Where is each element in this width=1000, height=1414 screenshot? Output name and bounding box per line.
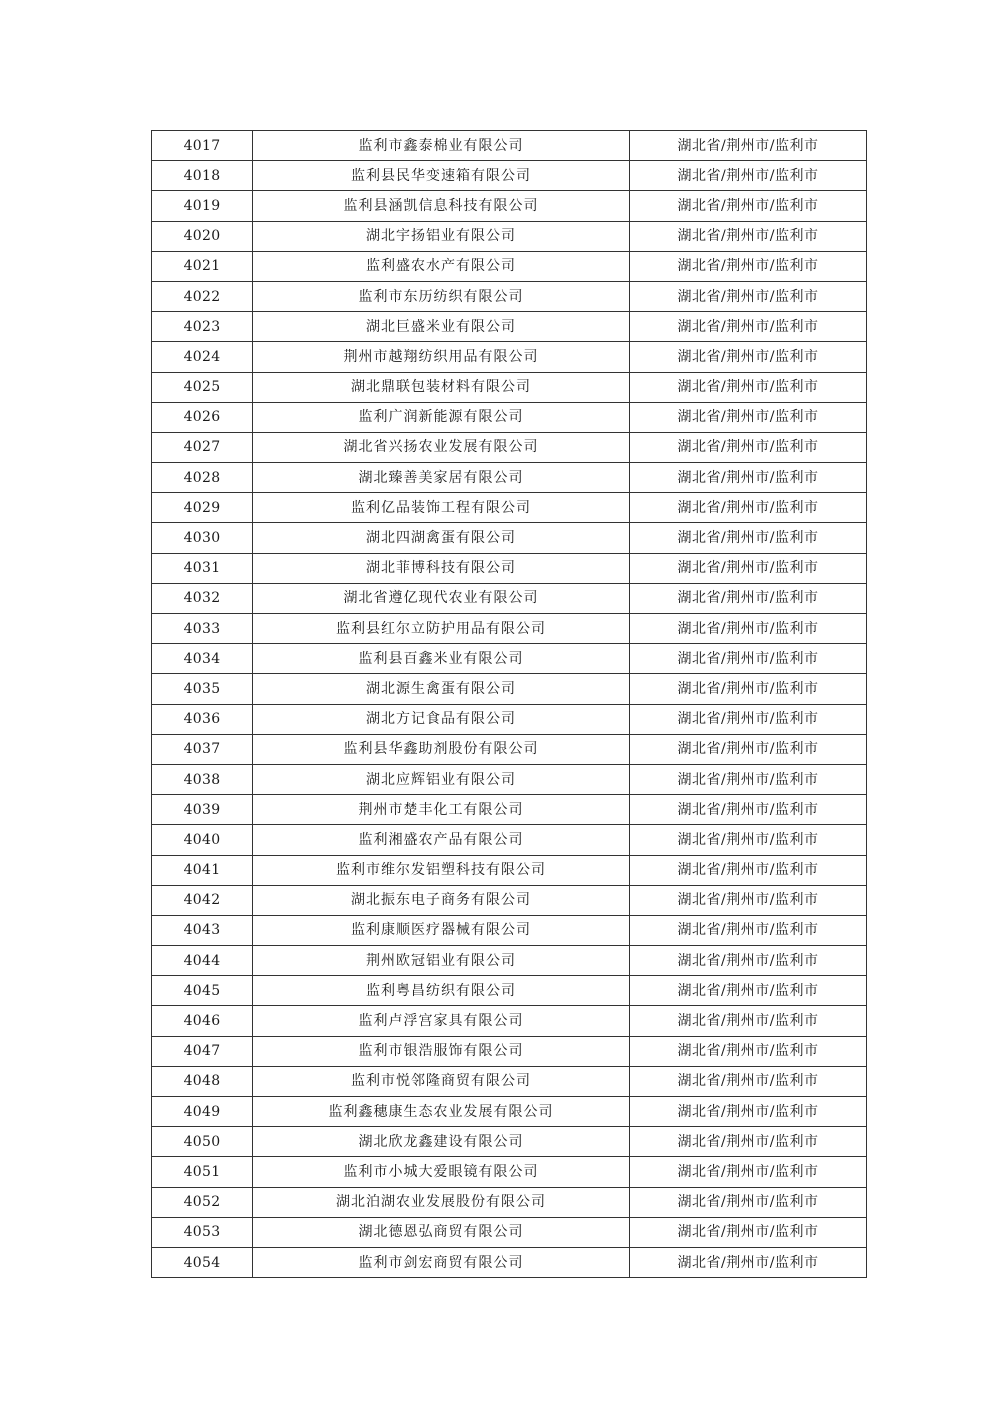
region-path: 湖北省/荆州市/监利市 xyxy=(630,1066,867,1096)
table-row xyxy=(152,1066,867,1096)
row-number: 4021 xyxy=(152,251,253,281)
row-number: 4026 xyxy=(152,402,253,432)
company-name: 监利鑫穗康生态农业发展有限公司 xyxy=(253,1097,630,1127)
region-path: 湖北省/荆州市/监利市 xyxy=(630,825,867,855)
company-name: 荆州欧冠铝业有限公司 xyxy=(253,946,630,976)
company-name: 湖北四湖禽蛋有限公司 xyxy=(253,523,630,553)
company-name: 湖北巨盛米业有限公司 xyxy=(253,312,630,342)
company-name: 湖北菲博科技有限公司 xyxy=(253,553,630,583)
region-path: 湖北省/荆州市/监利市 xyxy=(630,704,867,734)
company-name: 监利县百鑫米业有限公司 xyxy=(253,644,630,674)
table-row xyxy=(152,1127,867,1157)
row-number: 4028 xyxy=(152,463,253,493)
table-row xyxy=(152,1006,867,1036)
row-number: 4042 xyxy=(152,885,253,915)
region-path: 湖北省/荆州市/监利市 xyxy=(630,976,867,1006)
table-row xyxy=(152,523,867,553)
region-path: 湖北省/荆州市/监利市 xyxy=(630,734,867,764)
company-name: 监利湘盛农产品有限公司 xyxy=(253,825,630,855)
company-name: 湖北泊湖农业发展股份有限公司 xyxy=(253,1187,630,1217)
table-row xyxy=(152,825,867,855)
row-number: 4052 xyxy=(152,1187,253,1217)
table-row xyxy=(152,674,867,704)
company-name: 湖北宇扬铝业有限公司 xyxy=(253,221,630,251)
row-number: 4018 xyxy=(152,161,253,191)
region-path: 湖北省/荆州市/监利市 xyxy=(630,342,867,372)
table-row xyxy=(152,463,867,493)
table-row xyxy=(152,795,867,825)
company-name: 监利县涵凯信息科技有限公司 xyxy=(253,191,630,221)
table-row xyxy=(152,644,867,674)
region-path: 湖北省/荆州市/监利市 xyxy=(630,764,867,794)
region-path: 湖北省/荆州市/监利市 xyxy=(630,402,867,432)
table-row xyxy=(152,432,867,462)
company-name: 湖北省遵亿现代农业有限公司 xyxy=(253,583,630,613)
region-path: 湖北省/荆州市/监利市 xyxy=(630,614,867,644)
table-row xyxy=(152,372,867,402)
table-row xyxy=(152,915,867,945)
table-row xyxy=(152,885,867,915)
table-row xyxy=(152,191,867,221)
row-number: 4054 xyxy=(152,1247,253,1277)
company-name: 监利盛农水产有限公司 xyxy=(253,251,630,281)
region-path: 湖北省/荆州市/监利市 xyxy=(630,1187,867,1217)
row-number: 4041 xyxy=(152,855,253,885)
row-number: 4025 xyxy=(152,372,253,402)
region-path: 湖北省/荆州市/监利市 xyxy=(630,1127,867,1157)
table-row xyxy=(152,161,867,191)
row-number: 4037 xyxy=(152,734,253,764)
region-path: 湖北省/荆州市/监利市 xyxy=(630,1217,867,1247)
table-row xyxy=(152,614,867,644)
row-number: 4033 xyxy=(152,614,253,644)
region-path: 湖北省/荆州市/监利市 xyxy=(630,1157,867,1187)
row-number: 4050 xyxy=(152,1127,253,1157)
row-number: 4029 xyxy=(152,493,253,523)
row-number: 4022 xyxy=(152,281,253,311)
row-number: 4040 xyxy=(152,825,253,855)
company-name: 监利康顺医疗器械有限公司 xyxy=(253,915,630,945)
row-number: 4027 xyxy=(152,432,253,462)
company-name: 湖北臻善美家居有限公司 xyxy=(253,463,630,493)
company-name: 监利粤昌纺织有限公司 xyxy=(253,976,630,1006)
row-number: 4047 xyxy=(152,1036,253,1066)
region-path: 湖北省/荆州市/监利市 xyxy=(630,1247,867,1277)
company-name: 湖北欣龙鑫建设有限公司 xyxy=(253,1127,630,1157)
table-row xyxy=(152,976,867,1006)
table-row xyxy=(152,131,867,161)
table-row xyxy=(152,1217,867,1247)
company-name: 监利亿品装饰工程有限公司 xyxy=(253,493,630,523)
company-name: 湖北源生禽蛋有限公司 xyxy=(253,674,630,704)
company-name: 监利市维尔发铝塑科技有限公司 xyxy=(253,855,630,885)
company-name: 监利市鑫泰棉业有限公司 xyxy=(253,131,630,161)
row-number: 4051 xyxy=(152,1157,253,1187)
table-row xyxy=(152,855,867,885)
region-path: 湖北省/荆州市/监利市 xyxy=(630,312,867,342)
row-number: 4024 xyxy=(152,342,253,372)
region-path: 湖北省/荆州市/监利市 xyxy=(630,915,867,945)
row-number: 4031 xyxy=(152,553,253,583)
row-number: 4048 xyxy=(152,1066,253,1096)
company-name: 监利市剑宏商贸有限公司 xyxy=(253,1247,630,1277)
table-row xyxy=(152,704,867,734)
row-number: 4035 xyxy=(152,674,253,704)
region-path: 湖北省/荆州市/监利市 xyxy=(630,131,867,161)
region-path: 湖北省/荆州市/监利市 xyxy=(630,1097,867,1127)
company-name: 湖北德恩弘商贸有限公司 xyxy=(253,1217,630,1247)
table-row xyxy=(152,221,867,251)
company-name: 湖北鼎联包装材料有限公司 xyxy=(253,372,630,402)
company-name: 湖北方记食品有限公司 xyxy=(253,704,630,734)
region-path: 湖北省/荆州市/监利市 xyxy=(630,644,867,674)
row-number: 4039 xyxy=(152,795,253,825)
table-row xyxy=(152,734,867,764)
region-path: 湖北省/荆州市/监利市 xyxy=(630,493,867,523)
row-number: 4020 xyxy=(152,221,253,251)
company-name: 监利县红尔立防护用品有限公司 xyxy=(253,614,630,644)
company-name: 监利县民华变速箱有限公司 xyxy=(253,161,630,191)
region-path: 湖北省/荆州市/监利市 xyxy=(630,161,867,191)
row-number: 4053 xyxy=(152,1217,253,1247)
row-number: 4049 xyxy=(152,1097,253,1127)
row-number: 4043 xyxy=(152,915,253,945)
row-number: 4034 xyxy=(152,644,253,674)
region-path: 湖北省/荆州市/监利市 xyxy=(630,795,867,825)
table-row xyxy=(152,312,867,342)
table-row xyxy=(152,493,867,523)
row-number: 4038 xyxy=(152,764,253,794)
region-path: 湖北省/荆州市/监利市 xyxy=(630,946,867,976)
row-number: 4017 xyxy=(152,131,253,161)
row-number: 4044 xyxy=(152,946,253,976)
region-path: 湖北省/荆州市/监利市 xyxy=(630,251,867,281)
region-path: 湖北省/荆州市/监利市 xyxy=(630,432,867,462)
region-path: 湖北省/荆州市/监利市 xyxy=(630,885,867,915)
region-path: 湖北省/荆州市/监利市 xyxy=(630,553,867,583)
region-path: 湖北省/荆州市/监利市 xyxy=(630,191,867,221)
region-path: 湖北省/荆州市/监利市 xyxy=(630,221,867,251)
company-list-table xyxy=(151,130,867,1278)
company-name: 湖北振东电子商务有限公司 xyxy=(253,885,630,915)
table-row xyxy=(152,764,867,794)
row-number: 4030 xyxy=(152,523,253,553)
company-name: 监利县华鑫助剂股份有限公司 xyxy=(253,734,630,764)
table-row xyxy=(152,251,867,281)
region-path: 湖北省/荆州市/监利市 xyxy=(630,372,867,402)
table-row xyxy=(152,1157,867,1187)
row-number: 4045 xyxy=(152,976,253,1006)
table-body xyxy=(152,131,867,1278)
region-path: 湖北省/荆州市/监利市 xyxy=(630,1036,867,1066)
table-row xyxy=(152,553,867,583)
company-name: 湖北省兴扬农业发展有限公司 xyxy=(253,432,630,462)
company-name: 监利市东历纺织有限公司 xyxy=(253,281,630,311)
table-row xyxy=(152,342,867,372)
table-row xyxy=(152,402,867,432)
region-path: 湖北省/荆州市/监利市 xyxy=(630,523,867,553)
row-number: 4046 xyxy=(152,1006,253,1036)
region-path: 湖北省/荆州市/监利市 xyxy=(630,583,867,613)
row-number: 4019 xyxy=(152,191,253,221)
table-row xyxy=(152,1187,867,1217)
row-number: 4023 xyxy=(152,312,253,342)
table-row xyxy=(152,1036,867,1066)
row-number: 4036 xyxy=(152,704,253,734)
company-name: 监利卢浮宫家具有限公司 xyxy=(253,1006,630,1036)
table-row xyxy=(152,1247,867,1277)
company-name: 监利市小城大爱眼镜有限公司 xyxy=(253,1157,630,1187)
region-path: 湖北省/荆州市/监利市 xyxy=(630,674,867,704)
region-path: 湖北省/荆州市/监利市 xyxy=(630,281,867,311)
company-name: 监利市银浩服饰有限公司 xyxy=(253,1036,630,1066)
company-name: 监利广润新能源有限公司 xyxy=(253,402,630,432)
region-path: 湖北省/荆州市/监利市 xyxy=(630,1006,867,1036)
company-name: 荆州市越翔纺织用品有限公司 xyxy=(253,342,630,372)
company-name: 荆州市楚丰化工有限公司 xyxy=(253,795,630,825)
table-row xyxy=(152,946,867,976)
company-name: 湖北应辉铝业有限公司 xyxy=(253,764,630,794)
company-name: 监利市悦邻隆商贸有限公司 xyxy=(253,1066,630,1096)
table-row xyxy=(152,583,867,613)
table-row xyxy=(152,1097,867,1127)
region-path: 湖北省/荆州市/监利市 xyxy=(630,855,867,885)
table-row xyxy=(152,281,867,311)
row-number: 4032 xyxy=(152,583,253,613)
region-path: 湖北省/荆州市/监利市 xyxy=(630,463,867,493)
